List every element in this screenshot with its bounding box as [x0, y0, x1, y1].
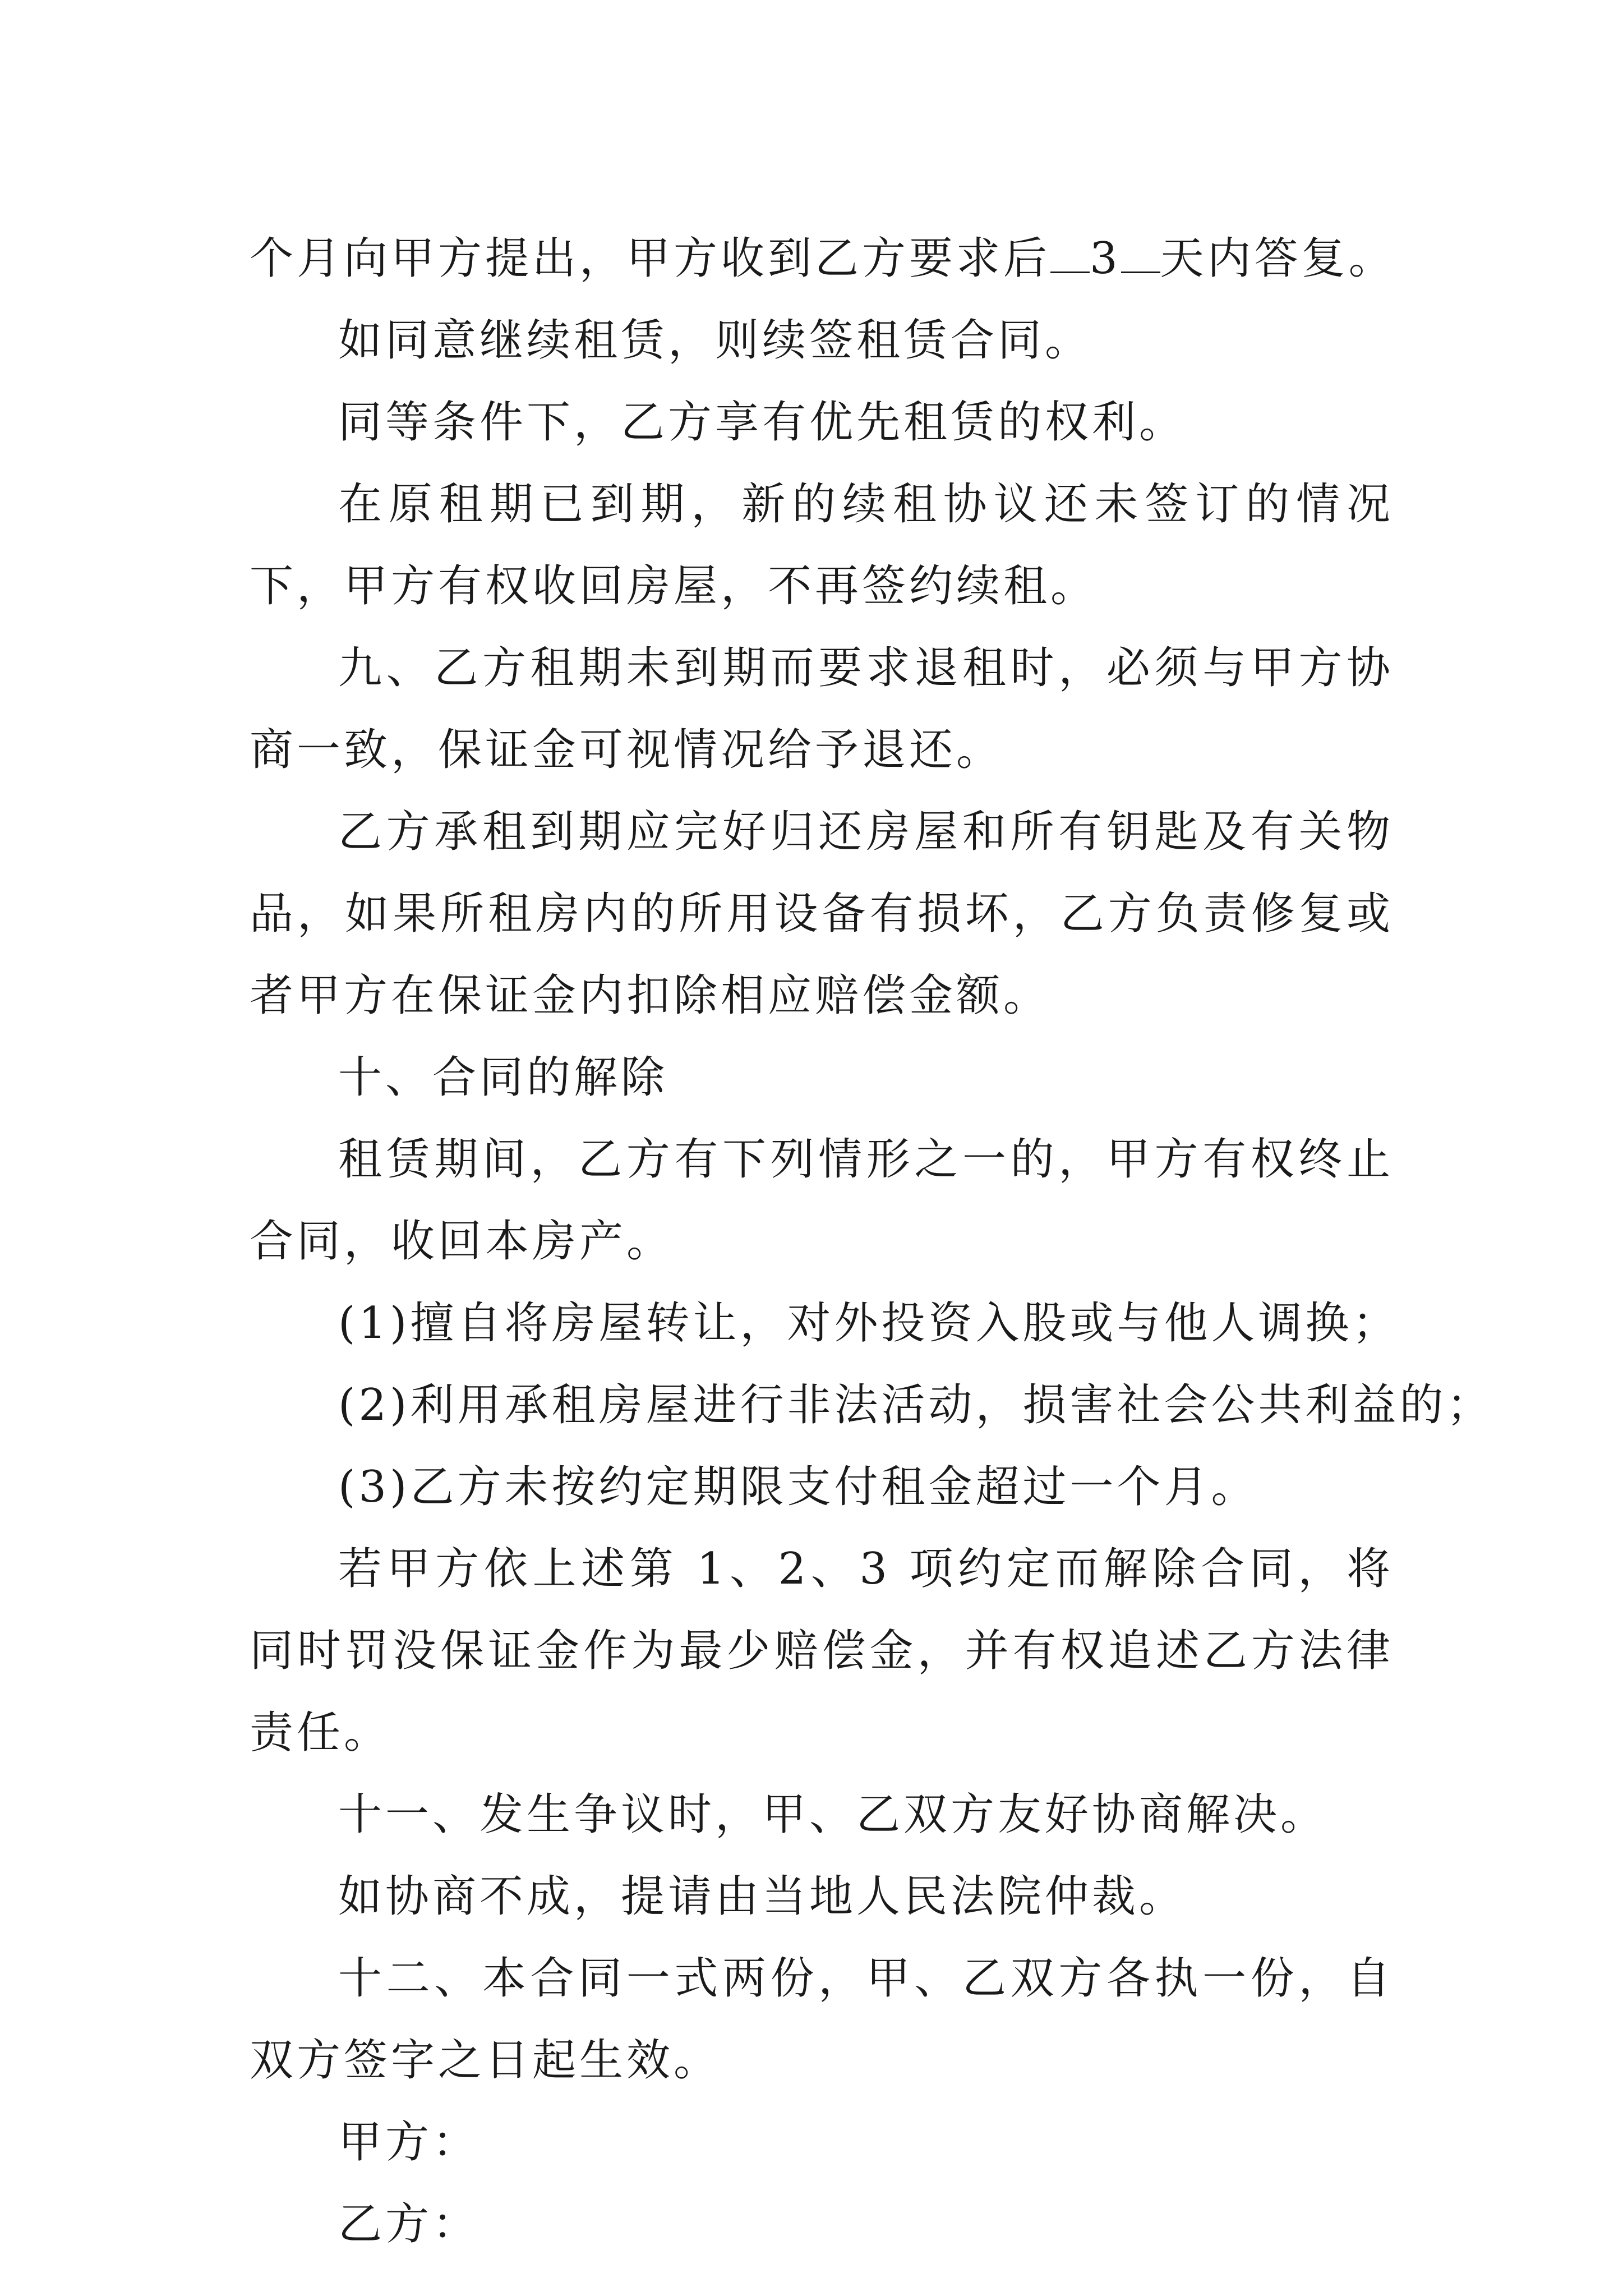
- paragraph-arbitration: 如协商不成，提请由当地人民法院仲裁。: [338, 1871, 1187, 1922]
- paragraph-penalty: 若甲方依上述第 1、2、3 项约定而解除合同，将同时罚没保证金作为最少赔偿金，并有权追述乙方法律责任。: [250, 1544, 1394, 1758]
- paragraph-lease-expired: 在原租期已到期，新的续租协议还未签订的情况下，甲方有权收回房屋，不再签约续租。: [250, 479, 1394, 611]
- blank-underline-right: [1121, 271, 1160, 273]
- blank-underline-left: [1050, 271, 1090, 273]
- paragraph-termination-conditions: 租赁期间，乙方有下列情形之一的，甲方有权终止合同，收回本房产。: [250, 1134, 1394, 1267]
- signature-party-b: 乙方：: [338, 2199, 480, 2249]
- paragraph-clause-9: 九、乙方租期未到期而要求退租时，必须与甲方协商一致，保证金可视情况给予退还。: [250, 643, 1394, 775]
- reply-deadline-text-a: 个月向甲方提出，甲方收到乙方要求后: [250, 233, 1051, 284]
- paragraph-priority-lease: 同等条件下，乙方享有优先租赁的权利。: [338, 397, 1187, 448]
- paragraph-reply-deadline: [250, 218, 1394, 300]
- list-item-1: (1)擅自将房屋转让，对外投资入股或与他人调换；: [338, 1298, 1400, 1349]
- paragraph-clause-11: 十一、发生争议时，甲、乙双方友好协商解决。: [338, 1789, 1328, 1840]
- signature-party-a: 甲方：: [338, 2117, 480, 2168]
- reply-days-value: 3: [1090, 233, 1121, 284]
- list-item-3: (3)乙方未按约定期限支付租金超过一个月。: [338, 1462, 1258, 1512]
- paragraph-return-property: 乙方承租到期应完好归还房屋和所有钥匙及有关物品，如果所租房内的所用设备有损坏，乙方负责修复或者甲方在保证金内扣除相应赔偿金额。: [250, 807, 1394, 1021]
- list-item-2: (2)利用承租房屋进行非法活动，损害社会公共利益的；: [338, 1380, 1494, 1430]
- paragraph-renew-contract: 如同意继续租赁，则续签租赁合同。: [338, 315, 1092, 366]
- reply-deadline-text-b: 天内答复。: [1160, 233, 1396, 284]
- heading-clause-10: 十、合同的解除: [338, 1052, 668, 1103]
- document-body: [250, 218, 1494, 2265]
- paragraph-clause-12: 十二、本合同一式两份，甲、乙双方各执一份，自双方签字之日起生效。: [250, 1953, 1394, 2086]
